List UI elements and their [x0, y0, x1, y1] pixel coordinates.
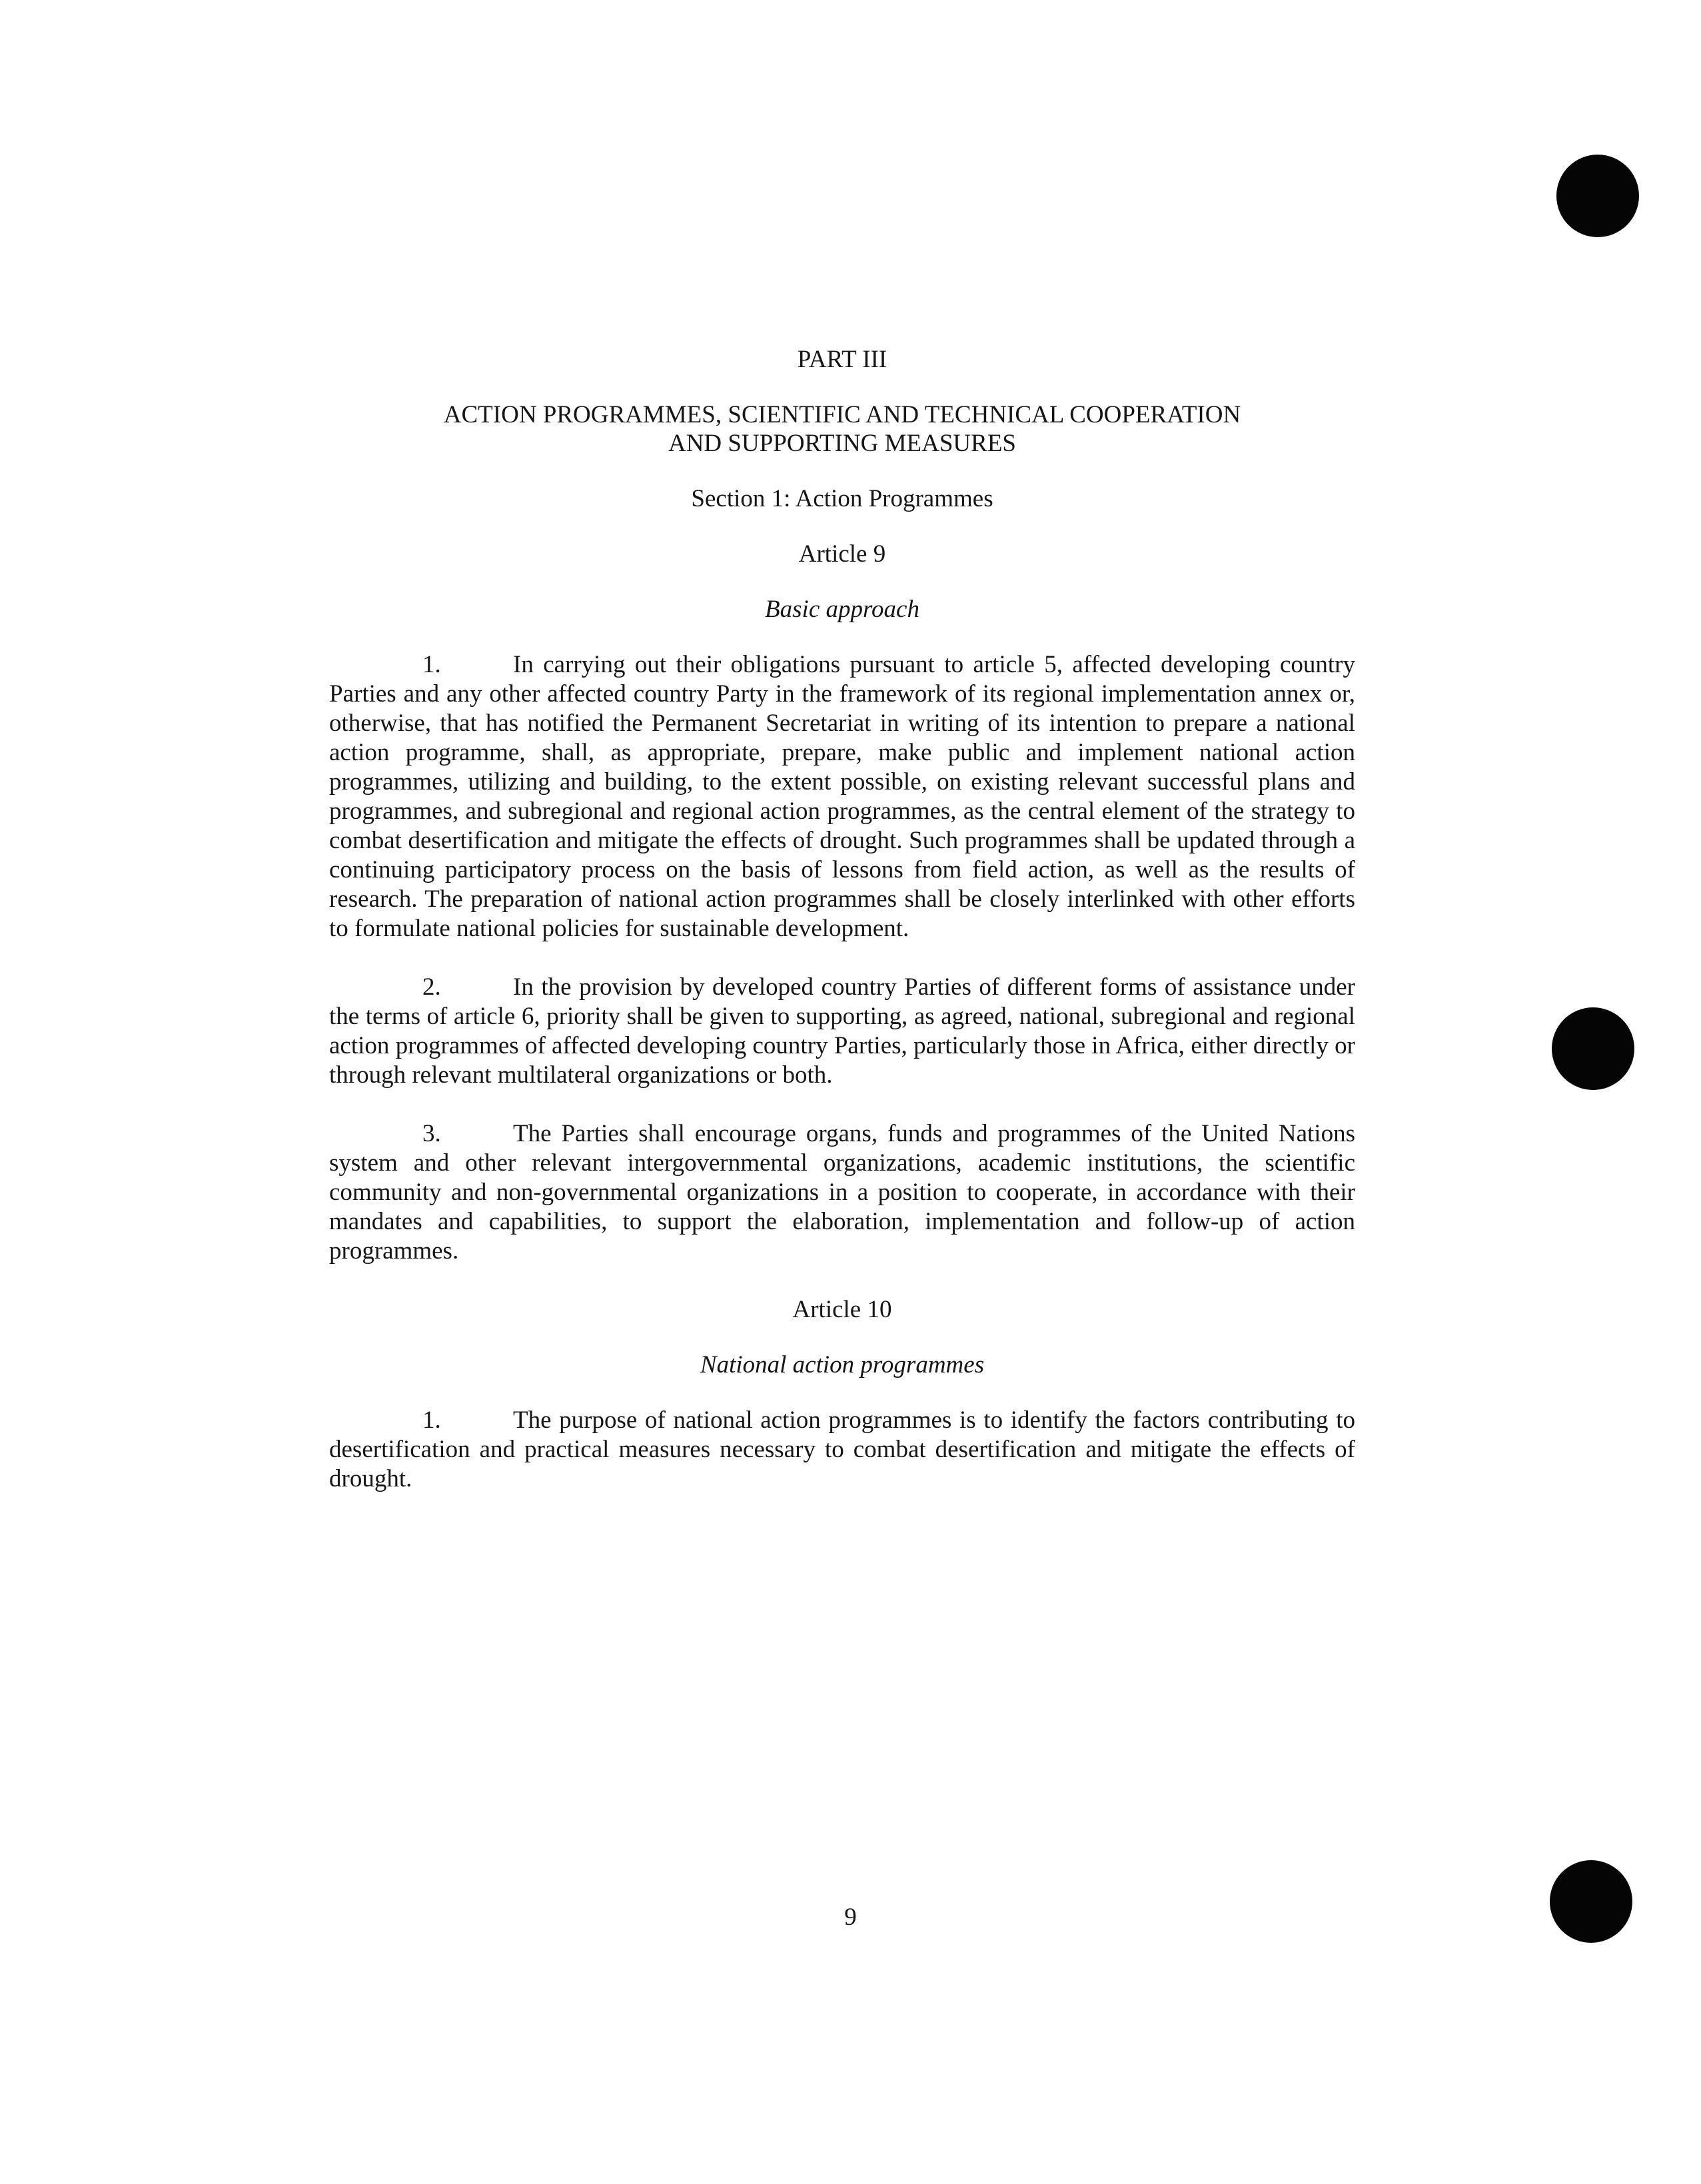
part-title-line-2: AND SUPPORTING MEASURES	[668, 430, 1017, 457]
part-heading: PART III	[797, 346, 887, 373]
paragraph-number: 1.	[422, 1406, 441, 1434]
paragraph-number: 2.	[422, 973, 441, 1001]
part-title-line-1: ACTION PROGRAMMES, SCIENTIFIC AND TECHNICAL COOPERATION	[443, 401, 1241, 428]
paragraph-text: In carrying out their obligations pursuant to article 5, affected developing country Parties and any other affected country Party in the framework of its regional implementation annex or, otherwise, that has notified the Permanent Secretariat in writing of its intention to prepare a national action programme, shall, as appropriate, prepare, make public and implement national action programmes, utilizing and building, to the extent possible, on existing relevant successful plans and programmes, and subregional and regional action programmes, as the central element of the strategy to combat desertification and mitigate the effects of drought. Such programmes shall be updated through a continuing participatory process on the basis of lessons from field action, as well as the results of research. The preparation of national action programmes shall be closely interlinked with other efforts to formulate national policies for sustainable development.	[329, 651, 1355, 942]
article-9-paragraph-2	[329, 973, 1355, 1090]
article-10-paragraph-1	[329, 1406, 1355, 1494]
article-9-paragraph-3	[329, 1119, 1355, 1266]
paragraph-number: 1.	[422, 651, 441, 678]
article-9-paragraph-1	[329, 650, 1355, 943]
article-9-subheading: Basic approach	[765, 596, 919, 623]
article-10-heading: Article 10	[792, 1296, 892, 1323]
paragraph-text: The purpose of national action programmes is to identify the factors contributing to desertification and practical measures necessary to combat desertification and mitigate the effects of drought.	[329, 1406, 1355, 1492]
paragraph-text: The Parties shall encourage organs, funds and programmes of the United Nations system and other relevant intergovernmental organizations, academic institutions, the scientific community and non-governmental organizations in a position to cooperate, in accordance with their mandates and capabilities, to support the elaboration, implementation and follow-up of action programmes.	[329, 1120, 1355, 1265]
binder-hole-middle	[1552, 1007, 1634, 1090]
paragraph-text: In the provision by developed country Parties of different forms of assistance under the terms of article 6, priority shall be given to supporting, as agreed, national, subregional and regional action programmes of affected developing country Parties, particularly those in Africa, either directly or through relevant multilateral organizations or both.	[329, 973, 1355, 1089]
article-10-subheading: National action programmes	[700, 1351, 985, 1378]
article-9-heading: Article 9	[798, 540, 886, 568]
page-number: 9	[844, 1904, 857, 1931]
paragraph-number: 3.	[422, 1120, 441, 1147]
binder-hole-top	[1556, 155, 1639, 237]
part-title	[329, 400, 1355, 458]
section-heading: Section 1: Action Programmes	[691, 485, 993, 512]
document-body	[329, 345, 1355, 1523]
